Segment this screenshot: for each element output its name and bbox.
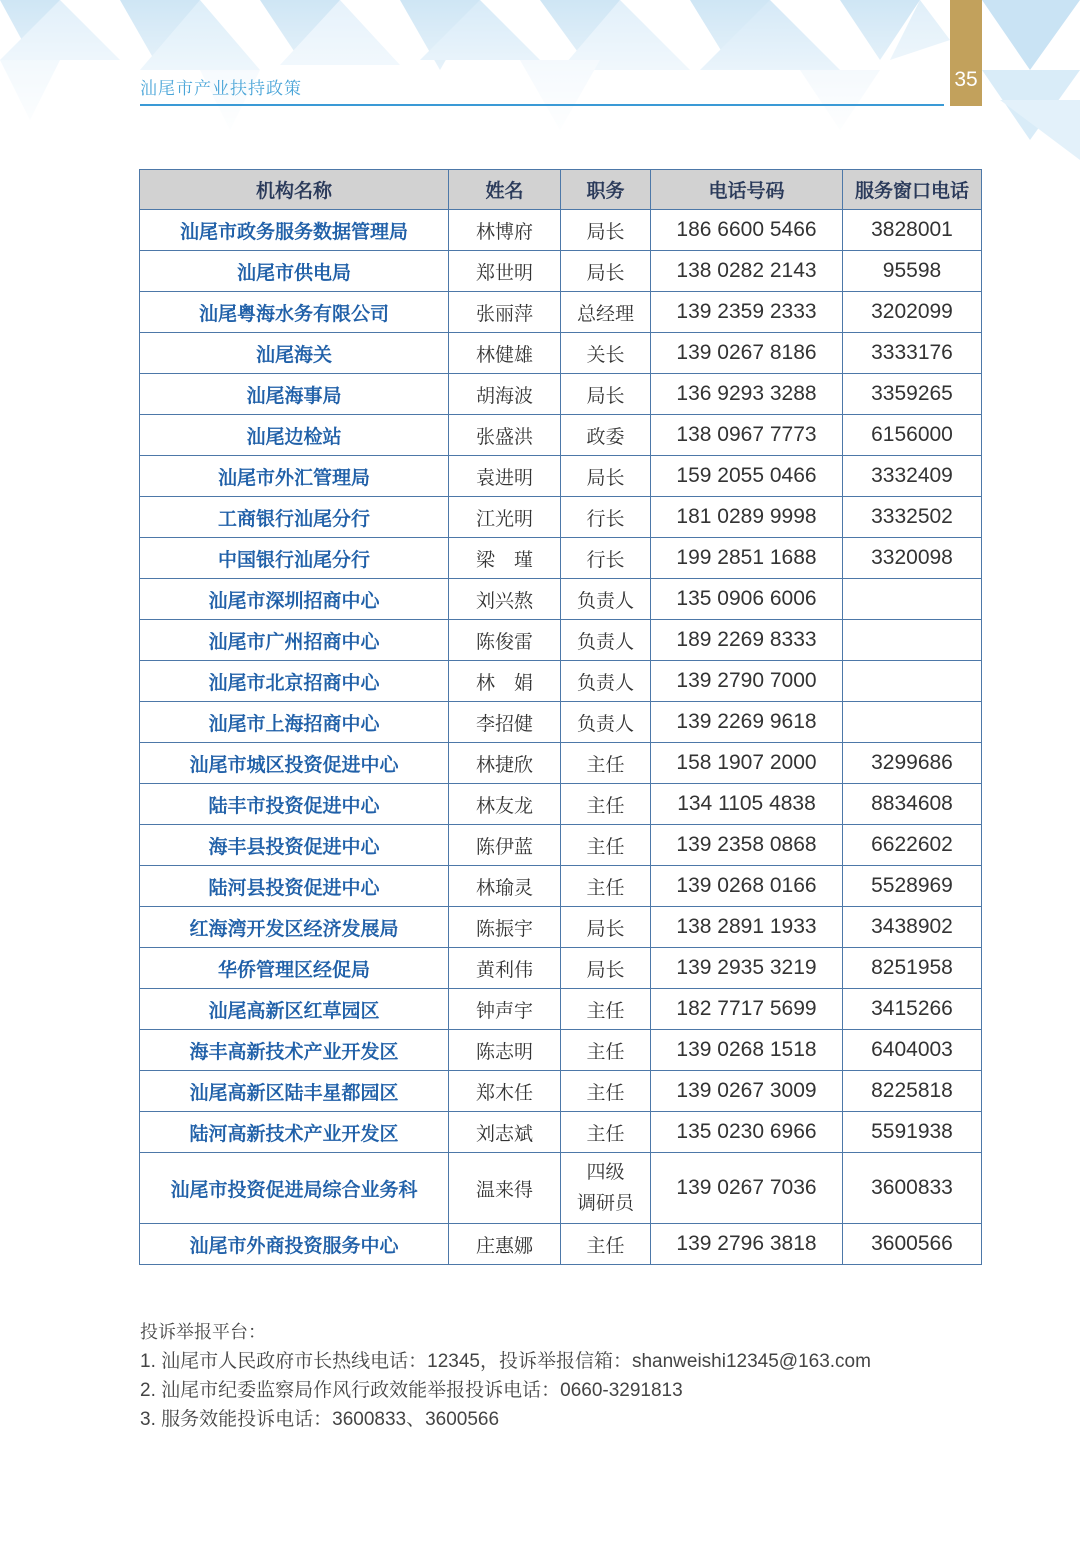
org-cell: 红海湾开发区经济发展局 xyxy=(140,907,449,948)
name-cell: 陈伊蓝 xyxy=(449,825,561,866)
table-row xyxy=(140,784,982,825)
phone-cell: 139 0268 1518 xyxy=(651,1030,843,1071)
phone-cell: 134 1105 4838 xyxy=(651,784,843,825)
org-cell: 汕尾海事局 xyxy=(140,374,449,415)
name-cell: 林友龙 xyxy=(449,784,561,825)
table-row xyxy=(140,989,982,1030)
table-row xyxy=(140,374,982,415)
name-cell: 张丽萍 xyxy=(449,292,561,333)
table-row xyxy=(140,497,982,538)
phone-cell: 136 9293 3288 xyxy=(651,374,843,415)
table-row xyxy=(140,415,982,456)
table-body xyxy=(140,210,982,1265)
org-cell: 汕尾市上海招商中心 xyxy=(140,702,449,743)
position-cell: 局长 xyxy=(561,210,651,251)
phone-cell: 159 2055 0466 xyxy=(651,456,843,497)
org-cell: 汕尾海关 xyxy=(140,333,449,374)
table-row xyxy=(140,907,982,948)
table-row xyxy=(140,1224,982,1265)
table-row xyxy=(140,661,982,702)
table-row xyxy=(140,579,982,620)
position-cell: 负责人 xyxy=(561,702,651,743)
column-header-phone: 电话号码 xyxy=(651,170,843,210)
name-cell: 李招健 xyxy=(449,702,561,743)
window-phone-cell: 5528969 xyxy=(843,866,982,907)
position-cell: 局长 xyxy=(561,251,651,292)
phone-cell: 138 2891 1933 xyxy=(651,907,843,948)
column-header-position: 职务 xyxy=(561,170,651,210)
name-cell: 陈振宇 xyxy=(449,907,561,948)
page-number: 35 xyxy=(954,68,978,91)
window-phone-cell: 3320098 xyxy=(843,538,982,579)
table-row xyxy=(140,702,982,743)
name-cell: 林博府 xyxy=(449,210,561,251)
window-phone-cell xyxy=(843,579,982,620)
column-header-name: 姓名 xyxy=(449,170,561,210)
position-cell: 负责人 xyxy=(561,579,651,620)
name-cell: 郑木任 xyxy=(449,1071,561,1112)
name-cell: 梁 瑾 xyxy=(449,538,561,579)
complaint-item: 1. 汕尾市人民政府市长热线电话：12345，投诉举报信箱：shanweishi12345@163.com xyxy=(140,1351,871,1372)
position-text: 四级 调研员 xyxy=(576,1161,634,1214)
org-cell: 汕尾市城区投资促进中心 xyxy=(140,743,449,784)
position-cell: 主任 xyxy=(561,989,651,1030)
name-cell: 刘志斌 xyxy=(449,1112,561,1153)
complaint-section xyxy=(140,1318,871,1434)
table-row xyxy=(140,1030,982,1071)
org-cell: 汕尾高新区红草园区 xyxy=(140,989,449,1030)
position-cell: 政委 xyxy=(561,415,651,456)
position-cell: 局长 xyxy=(561,948,651,989)
position-cell: 主任 xyxy=(561,825,651,866)
document-title: 汕尾市产业扶持政策 xyxy=(140,79,302,99)
phone-cell: 139 2358 0868 xyxy=(651,825,843,866)
org-cell: 汕尾市广州招商中心 xyxy=(140,620,449,661)
phone-cell: 138 0282 2143 xyxy=(651,251,843,292)
position-cell: 主任 xyxy=(561,1030,651,1071)
position-cell: 主任 xyxy=(561,784,651,825)
org-cell: 陆河高新技术产业开发区 xyxy=(140,1112,449,1153)
table-row xyxy=(140,210,982,251)
org-cell: 汕尾市深圳招商中心 xyxy=(140,579,449,620)
position-cell: 关长 xyxy=(561,333,651,374)
phone-cell: 139 0267 7036 xyxy=(651,1153,843,1224)
org-cell: 工商银行汕尾分行 xyxy=(140,497,449,538)
name-cell: 江光明 xyxy=(449,497,561,538)
phone-cell: 189 2269 8333 xyxy=(651,620,843,661)
org-cell: 中国银行汕尾分行 xyxy=(140,538,449,579)
org-cell: 汕尾高新区陆丰星都园区 xyxy=(140,1071,449,1112)
position-cell: 主任 xyxy=(561,1224,651,1265)
phone-cell: 139 0267 8186 xyxy=(651,333,843,374)
name-cell: 温来得 xyxy=(449,1153,561,1224)
name-cell: 黄利伟 xyxy=(449,948,561,989)
phone-cell: 139 2269 9618 xyxy=(651,702,843,743)
name-cell: 林 娟 xyxy=(449,661,561,702)
table-row xyxy=(140,948,982,989)
org-cell: 汕尾粤海水务有限公司 xyxy=(140,292,449,333)
phone-cell: 158 1907 2000 xyxy=(651,743,843,784)
name-cell: 刘兴熬 xyxy=(449,579,561,620)
window-phone-cell xyxy=(843,661,982,702)
name-cell: 林瑜灵 xyxy=(449,866,561,907)
window-phone-cell: 3438902 xyxy=(843,907,982,948)
position-cell: 局长 xyxy=(561,456,651,497)
name-cell: 袁进明 xyxy=(449,456,561,497)
window-phone-cell: 3600833 xyxy=(843,1153,982,1224)
window-phone-cell: 6404003 xyxy=(843,1030,982,1071)
table-header-row xyxy=(140,170,982,210)
window-phone-cell: 3828001 xyxy=(843,210,982,251)
phone-cell: 138 0967 7773 xyxy=(651,415,843,456)
table-row xyxy=(140,825,982,866)
phone-cell: 139 2935 3219 xyxy=(651,948,843,989)
table-row xyxy=(140,743,982,784)
phone-cell: 186 6600 5466 xyxy=(651,210,843,251)
position-cell: 主任 xyxy=(561,866,651,907)
window-phone-cell: 6622602 xyxy=(843,825,982,866)
org-cell: 汕尾市政务服务数据管理局 xyxy=(140,210,449,251)
phone-cell: 139 2359 2333 xyxy=(651,292,843,333)
window-phone-cell: 3415266 xyxy=(843,989,982,1030)
phone-cell: 135 0230 6966 xyxy=(651,1112,843,1153)
window-phone-cell: 5591938 xyxy=(843,1112,982,1153)
table-row xyxy=(140,333,982,374)
window-phone-cell: 8225818 xyxy=(843,1071,982,1112)
org-cell: 汕尾市投资促进局综合业务科 xyxy=(140,1153,449,1224)
phone-cell: 182 7717 5699 xyxy=(651,989,843,1030)
position-cell: 局长 xyxy=(561,374,651,415)
org-cell: 汕尾市外商投资服务中心 xyxy=(140,1224,449,1265)
column-header-org: 机构名称 xyxy=(140,170,449,210)
phone-cell: 181 0289 9998 xyxy=(651,497,843,538)
window-phone-cell: 3332409 xyxy=(843,456,982,497)
phone-cell: 139 0267 3009 xyxy=(651,1071,843,1112)
org-cell: 海丰县投资促进中心 xyxy=(140,825,449,866)
org-cell: 汕尾市北京招商中心 xyxy=(140,661,449,702)
phone-cell: 139 0268 0166 xyxy=(651,866,843,907)
org-cell: 陆河县投资促进中心 xyxy=(140,866,449,907)
org-cell: 汕尾市供电局 xyxy=(140,251,449,292)
table-row xyxy=(140,251,982,292)
phone-cell: 199 2851 1688 xyxy=(651,538,843,579)
complaint-item: 2. 汕尾市纪委监察局作风行政效能举报投诉电话：0660-3291813 xyxy=(140,1380,683,1401)
org-cell: 汕尾边检站 xyxy=(140,415,449,456)
table-row xyxy=(140,538,982,579)
window-phone-cell: 8834608 xyxy=(843,784,982,825)
position-cell: 主任 xyxy=(561,1112,651,1153)
org-cell: 陆丰市投资促进中心 xyxy=(140,784,449,825)
table-row xyxy=(140,292,982,333)
window-phone-cell xyxy=(843,702,982,743)
phone-cell: 135 0906 6006 xyxy=(651,579,843,620)
position-cell: 行长 xyxy=(561,497,651,538)
table-row xyxy=(140,866,982,907)
window-phone-cell: 3202099 xyxy=(843,292,982,333)
contact-table xyxy=(139,169,982,1265)
position-cell xyxy=(561,1153,651,1224)
position-cell: 主任 xyxy=(561,743,651,784)
table-row xyxy=(140,1112,982,1153)
phone-cell: 139 2790 7000 xyxy=(651,661,843,702)
org-cell: 海丰高新技术产业开发区 xyxy=(140,1030,449,1071)
name-cell: 庄惠娜 xyxy=(449,1224,561,1265)
name-cell: 张盛洪 xyxy=(449,415,561,456)
window-phone-cell: 95598 xyxy=(843,251,982,292)
org-cell: 汕尾市外汇管理局 xyxy=(140,456,449,497)
position-cell: 主任 xyxy=(561,1071,651,1112)
window-phone-cell: 3600566 xyxy=(843,1224,982,1265)
name-cell: 陈志明 xyxy=(449,1030,561,1071)
org-cell: 华侨管理区经促局 xyxy=(140,948,449,989)
window-phone-cell: 3359265 xyxy=(843,374,982,415)
complaint-heading: 投诉举报平台： xyxy=(140,1322,266,1343)
phone-cell: 139 2796 3818 xyxy=(651,1224,843,1265)
window-phone-cell: 8251958 xyxy=(843,948,982,989)
name-cell: 钟声宇 xyxy=(449,989,561,1030)
table-row xyxy=(140,456,982,497)
window-phone-cell xyxy=(843,620,982,661)
name-cell: 郑世明 xyxy=(449,251,561,292)
name-cell: 林捷欣 xyxy=(449,743,561,784)
name-cell: 陈俊雷 xyxy=(449,620,561,661)
window-phone-cell: 3333176 xyxy=(843,333,982,374)
table-row xyxy=(140,1071,982,1112)
position-cell: 负责人 xyxy=(561,661,651,702)
position-cell: 行长 xyxy=(561,538,651,579)
window-phone-cell: 3299686 xyxy=(843,743,982,784)
table-row xyxy=(140,620,982,661)
window-phone-cell: 6156000 xyxy=(843,415,982,456)
name-cell: 林健雄 xyxy=(449,333,561,374)
window-phone-cell: 3332502 xyxy=(843,497,982,538)
table-row xyxy=(140,1153,982,1224)
name-cell: 胡海波 xyxy=(449,374,561,415)
position-cell: 总经理 xyxy=(561,292,651,333)
position-cell: 负责人 xyxy=(561,620,651,661)
position-cell: 局长 xyxy=(561,907,651,948)
header-divider xyxy=(140,104,944,106)
complaint-item: 3. 服务效能投诉电话：3600833、3600566 xyxy=(140,1409,500,1430)
column-header-window: 服务窗口电话 xyxy=(843,170,982,210)
